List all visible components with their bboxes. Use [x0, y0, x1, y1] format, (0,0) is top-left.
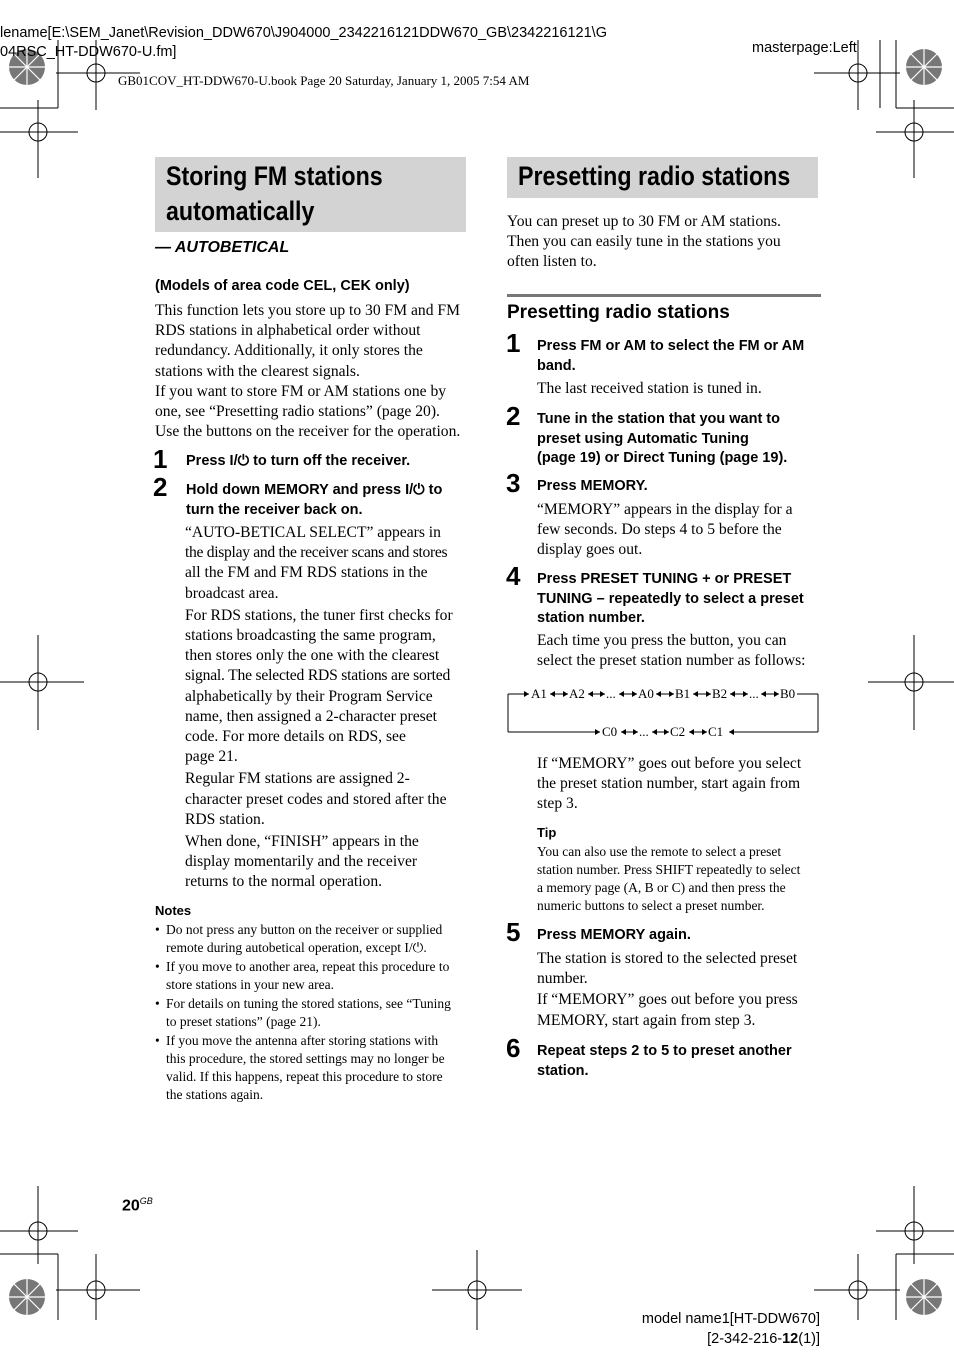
text-line: “AUTO-BETICAL SELECT” appears in — [185, 524, 441, 541]
text-line: display goes out. — [537, 541, 643, 559]
text-line: Press FM or AM to select the FM or AM — [537, 338, 805, 354]
part-number-suffix: (1)] — [798, 1331, 820, 1347]
models-note: (Models of area code CEL, CEK only) — [155, 278, 410, 294]
text-line: If you move to another area, repeat this procedure to — [166, 959, 450, 974]
step-number: 2 — [506, 401, 521, 431]
text-line: this procedure, the stored settings may no longer be — [166, 1051, 445, 1066]
filename-header — [0, 24, 607, 62]
autobetical-subtitle: — AUTOBETICAL — [155, 239, 290, 256]
preset-cycle-diagram — [505, 682, 823, 742]
masterpage-label: masterpage:Left — [752, 40, 857, 56]
preset-c0: C0 — [602, 724, 618, 739]
preset-dots: ... — [606, 686, 616, 701]
book-info-line: GB01COV_HT-DDW670-U.book Page 20 Saturday, January 1, 2005 7:54 AM — [118, 73, 530, 88]
text-line: code. For more details on RDS, see — [185, 728, 406, 746]
text-line: Each time you press the button, you can — [537, 632, 787, 649]
text-line: RDS station. — [185, 810, 265, 828]
text-line: Use the buttons on the receiver for the operation. — [155, 423, 461, 441]
text-line: For details on tuning the stored stations, see “Tuning — [166, 996, 451, 1011]
text-line: If “MEMORY” goes out before you press — [537, 991, 798, 1009]
text-line: TUNING – repeatedly to select a preset — [537, 590, 804, 607]
text-line: station number. Press SHIFT repeatedly to select — [537, 862, 801, 877]
intro-paragraph — [155, 301, 469, 442]
tip-heading: Tip — [537, 825, 557, 840]
text-line: alphabetically by their Program Service — [185, 687, 433, 705]
text-line: Hold down MEMORY and press I/⏻ to — [186, 482, 443, 498]
step-number: 3 — [506, 468, 521, 498]
heading-line2: automatically — [166, 196, 315, 226]
text-line: broadcast area. — [185, 584, 279, 602]
preset-c1: C1 — [708, 724, 724, 739]
heading-line1: Storing FM stations — [166, 161, 383, 191]
text-line: numeric buttons to select a preset number. — [537, 898, 765, 913]
text-line: valid. If this happens, repeat this procedure to store — [166, 1069, 443, 1084]
storing-fm-heading — [155, 157, 466, 232]
text-line: returns to the normal operation. — [185, 873, 383, 891]
text-line: then stores only the one with the clearest — [185, 647, 440, 665]
text-line: a memory page (A, B or C) and then press the — [537, 880, 786, 895]
text-line: store stations in your new area. — [166, 977, 334, 992]
text-line: Repeat steps 2 to 5 to preset another — [537, 1043, 792, 1059]
part-number-prefix: [2-342-216- — [707, 1331, 783, 1347]
text-line: turn the receiver back on. — [186, 501, 363, 518]
text-line: display momentarily and the receiver — [185, 853, 418, 871]
text-line: station number. — [537, 610, 645, 626]
step-number: 1 — [153, 444, 168, 474]
text-line: preset using Automatic Tuning — [537, 430, 749, 447]
preset-dots: ... — [639, 724, 649, 739]
note-item — [155, 995, 470, 1031]
filename-line2: 04RSC_HT-DDW670-U.fm] — [0, 44, 177, 60]
text-line: often listen to. — [507, 253, 597, 271]
text-line: redundancy. Additionally, it only stores the — [155, 342, 423, 360]
preset-b2: B2 — [712, 686, 728, 701]
preset-a2: A2 — [569, 686, 585, 701]
text-line: stations broadcasting the same program, — [185, 627, 436, 645]
text-line: name, then assigned a 2-character preset — [185, 707, 437, 725]
preset-b0: B0 — [780, 686, 796, 701]
heading-text: Presetting radio stations — [518, 161, 791, 191]
text-line: Do not press any button on the receiver or supplied — [166, 922, 443, 937]
text-line: You can preset up to 30 FM or AM stations. — [507, 213, 781, 230]
step-title: Press MEMORY again. — [537, 927, 691, 943]
step-body — [537, 631, 827, 671]
notes-heading: Notes — [155, 903, 192, 918]
notes-list — [155, 921, 470, 1104]
text-line: the stations again. — [166, 1087, 264, 1102]
text-line: “MEMORY” appears in the display for a — [537, 501, 793, 518]
text-line: This function lets you store up to 30 FM and FM — [155, 302, 460, 319]
tip-text — [537, 843, 827, 915]
text-line: character preset codes and stored after the — [185, 790, 447, 808]
text-line: one, see “Presetting radio stations” (page 20). — [155, 403, 440, 421]
text-line: to preset stations” (page 21). — [166, 1014, 321, 1029]
text-line: page 21. — [185, 748, 238, 766]
step-body — [537, 500, 827, 561]
text-line: You can also use the remote to select a preset — [537, 844, 782, 859]
step4-after — [537, 754, 827, 815]
step-body: The last received station is tuned in. — [537, 380, 762, 397]
page-region-code: GB — [139, 1196, 153, 1206]
preset-c2: C2 — [670, 724, 686, 739]
note-item — [155, 921, 470, 957]
step-number: 5 — [506, 917, 521, 947]
step2-body — [185, 523, 475, 893]
text-line: If you move the antenna after storing stations with — [166, 1033, 439, 1048]
text-line: When done, “FINISH” appears in the — [185, 833, 419, 851]
page-number — [122, 1196, 153, 1215]
step-title: Press I/⏻ to turn off the receiver. — [186, 453, 411, 469]
text-line: (page 19) or Direct Tuning (page 19). — [537, 450, 788, 466]
note-item — [155, 1032, 470, 1104]
text-line: Tune in the station that you want to — [537, 411, 780, 427]
preset-dots: ... — [749, 686, 759, 701]
step-title — [537, 570, 827, 629]
text-line: If “MEMORY” goes out before you select — [537, 755, 802, 772]
presetting-heading — [507, 157, 818, 198]
text-line: the display and the receiver scans and stores — [185, 544, 448, 562]
bullet: • — [155, 996, 160, 1011]
part-number — [707, 1331, 820, 1347]
step-title — [537, 1042, 827, 1081]
preset-b1: B1 — [675, 686, 691, 701]
text-line: stations with the clearest signals. — [155, 362, 360, 380]
text-line: Regular FM stations are assigned 2- — [185, 770, 410, 788]
preset-a0: A0 — [638, 686, 654, 701]
text-line: MEMORY, start again from step 3. — [537, 1011, 756, 1029]
step-body — [537, 949, 827, 1031]
text-line: all the FM and FM RDS stations in the — [185, 564, 428, 582]
presetting-intro — [507, 212, 821, 273]
part-number-bold: 12 — [782, 1331, 799, 1347]
text-line: For RDS stations, the tuner first checks for — [185, 606, 453, 624]
step-title — [537, 410, 827, 469]
text-line: Press PRESET TUNING + or PRESET — [537, 571, 792, 587]
text-line: signal. The selected RDS stations are sorted — [185, 667, 451, 685]
step-title — [537, 337, 827, 376]
model-name: model name1[HT-DDW670] — [641, 1311, 820, 1327]
filename-line1: lename[E:\SEM_Janet\Revision_DDW670\J904000_2342216121DDW670_GB\2342216121\G — [0, 25, 607, 41]
text-line: If you want to store FM or AM stations one by — [155, 382, 447, 400]
step-number: 4 — [506, 561, 521, 591]
text-line: The station is stored to the selected preset — [537, 950, 798, 967]
text-line: RDS stations in alphabetical order without — [155, 322, 421, 340]
step-number: 2 — [153, 472, 168, 502]
step-number: 6 — [506, 1033, 521, 1063]
page-number-value: 20 — [122, 1197, 140, 1215]
section-heading: Presetting radio stations — [507, 302, 730, 323]
text-line: remote during autobetical operation, except I/⏻. — [166, 940, 427, 955]
bullet: • — [155, 1033, 160, 1048]
text-line: the preset station number, start again from — [537, 775, 801, 793]
bullet: • — [155, 922, 160, 937]
step-title — [186, 481, 476, 520]
text-line: band. — [537, 357, 576, 374]
step-number: 1 — [506, 328, 521, 358]
text-line: select the preset station number as follows: — [537, 652, 806, 670]
text-line: number. — [537, 970, 588, 988]
section-rule — [507, 294, 821, 297]
note-item — [155, 958, 470, 994]
text-line: Then you can easily tune in the stations you — [507, 233, 781, 251]
text-line: station. — [537, 1062, 589, 1079]
text-line: step 3. — [537, 795, 578, 813]
step-title: Press MEMORY. — [537, 478, 648, 494]
text-line: few seconds. Do steps 4 to 5 before the — [537, 521, 782, 539]
preset-a1: A1 — [531, 686, 547, 701]
bullet: • — [155, 959, 160, 974]
